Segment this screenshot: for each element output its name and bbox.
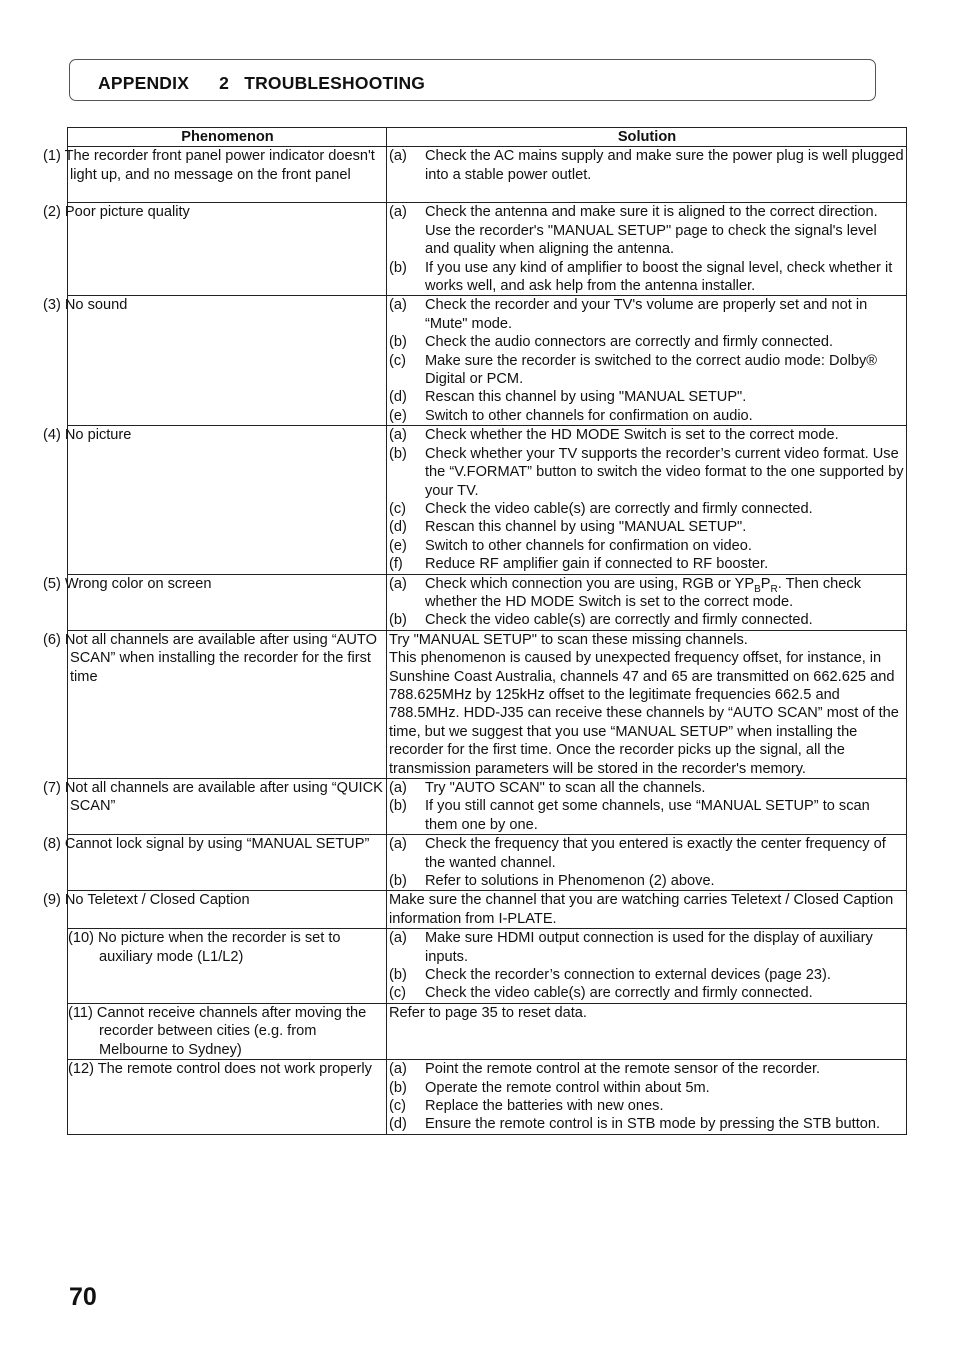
solution-item: (b) Operate the remote control within about 5m.	[389, 1079, 710, 1096]
table-row	[68, 426, 907, 574]
solution-paragraph: Refer to page 35 to reset data.	[389, 1004, 587, 1021]
solution-item: (a) Check the antenna and make sure it is aligned to the correct direction. Use the recorder's "MANUAL SETUP" page to check the signal's level and quality when aligning the antenna.	[389, 204, 878, 258]
phenomenon-cell: (5) Wrong color on screen	[68, 574, 387, 630]
table-row	[68, 574, 907, 630]
solution-item: (f) Reduce RF amplifier gain if connected to RF booster.	[389, 556, 769, 573]
solution-paragraph: This phenomenon is caused by unexpected frequency offset, for instance, in Sunshine Coast Australia, channels 47 and 65 are transmitted on 662.625 and 788.625MHz by 125kHz offset to the legitimate frequencies 662.5 and 788.5MHz. HDD-J35 can receive these channels by “AUTO SCAN” most of the time, but we suggest that you use “MANUAL SETUP” when installing the recorder for the first time. Once the recorder picks up the signal, all the transmission parameters will be stored in the recorder's memory.	[389, 650, 899, 777]
phenomenon-cell: (8) Cannot lock signal by using “MANUAL SETUP”	[68, 835, 387, 891]
solution-item: (d) Rescan this channel by using "MANUAL SETUP".	[389, 519, 747, 536]
solution-item: (a) Check the frequency that you entered is exactly the center frequency of the wanted channel.	[389, 836, 886, 871]
solution-paragraph: Make sure the channel that you are watching carries Teletext / Closed Caption information from I-PLATE.	[389, 892, 894, 927]
phenomenon-cell: (6) Not all channels are available after using “AUTO SCAN” when installing the recorder for the first time	[68, 630, 387, 778]
solution-item: (d) Rescan this channel by using "MANUAL SETUP".	[389, 389, 747, 406]
table-row	[68, 296, 907, 426]
solution-item: (b) Check whether your TV supports the recorder’s current video format. Use the “V.FORMAT” button to switch the video format to the one supported by your TV.	[389, 445, 904, 499]
section-title: 2 TROUBLESHOOTING	[219, 73, 426, 93]
phenomenon-cell: (10) No picture when the recorder is set to auxiliary mode (L1/L2)	[68, 929, 387, 1004]
solution-item: (e) Switch to other channels for confirmation on audio.	[389, 407, 753, 424]
solution-item: (c) Check the video cable(s) are correctly and firmly connected.	[389, 500, 813, 517]
solution-cell	[387, 426, 907, 574]
solution-item: (b) Check the audio connectors are correctly and firmly connected.	[389, 334, 834, 351]
table-row	[68, 203, 907, 296]
page-number: 70	[69, 1283, 97, 1311]
appendix-label: APPENDIX	[98, 73, 190, 93]
phenomenon-cell: (4) No picture	[68, 426, 387, 574]
table-row	[68, 1060, 907, 1135]
solution-item: (a) Check the AC mains supply and make sure the power plug is well plugged into a stable power outlet.	[389, 148, 904, 183]
solution-item: (d) Ensure the remote control is in STB mode by pressing the STB button.	[389, 1116, 881, 1133]
table-row	[68, 929, 907, 1004]
solution-cell	[387, 630, 907, 778]
table-row	[68, 1003, 907, 1059]
solution-item: (b) If you use any kind of amplifier to boost the signal level, check whether it works well, and ask help from the antenna installer.	[389, 259, 893, 295]
phenomenon-cell: (11) Cannot receive channels after moving the recorder between cities (e.g. from Melbourne to Sydney)	[68, 1003, 387, 1059]
phenomenon-cell: (9) No Teletext / Closed Caption	[68, 891, 387, 929]
solution-paragraph: Try "MANUAL SETUP" to scan these missing channels.	[389, 631, 748, 648]
solution-cell	[387, 779, 907, 835]
table-row	[68, 891, 907, 929]
solution-item: (e) Switch to other channels for confirmation on video.	[389, 537, 752, 554]
table-row	[68, 147, 907, 203]
solution-item: (a) Point the remote control at the remote sensor of the recorder.	[389, 1061, 821, 1078]
solution-item: (b) If you still cannot get some channels, use “MANUAL SETUP” to scan them one by one.	[389, 798, 870, 833]
solution-cell	[387, 574, 907, 630]
solution-item: (c) Replace the batteries with new ones.	[389, 1097, 664, 1114]
phenomenon-cell: (7) Not all channels are available after using “QUICK SCAN”	[68, 779, 387, 835]
solution-item: (b) Check the video cable(s) are correctly and firmly connected.	[389, 612, 813, 629]
table-row	[68, 835, 907, 891]
phenomenon-cell: (1) The recorder front panel power indicator doesn't light up, and no message on the front panel	[68, 147, 387, 203]
solution-cell	[387, 929, 907, 1004]
solution-cell	[387, 1060, 907, 1135]
phenomenon-cell: (2) Poor picture quality	[68, 203, 387, 296]
solution-item: (a) Try "AUTO SCAN" to scan all the channels.	[389, 780, 706, 796]
solution-cell	[387, 1003, 907, 1059]
solution-cell	[387, 147, 907, 203]
solution-cell	[387, 296, 907, 426]
solution-item: (c) Make sure the recorder is switched to the correct audio mode: Dolby® Digital or PCM.	[389, 352, 878, 388]
table-header-row	[68, 128, 907, 147]
troubleshooting-table	[43, 127, 907, 1135]
solution-item: (c) Check the video cable(s) are correctly and firmly connected.	[389, 985, 813, 1002]
solution-item: (a) Check the recorder and your TV's volume are properly set and not in “Mute" mode.	[389, 297, 868, 332]
phenomenon-cell: (12) The remote control does not work properly	[68, 1060, 387, 1135]
phenomenon-cell: (3) No sound	[68, 296, 387, 426]
table-row	[68, 630, 907, 778]
table-row	[68, 779, 907, 835]
header-phenomenon: Phenomenon	[68, 128, 387, 147]
solution-item: (b) Check the recorder’s connection to external devices (page 23).	[389, 967, 831, 984]
solution-cell	[387, 835, 907, 891]
solution-item: (a) Check which connection you are using, RGB or $YP_BP_R$. Then check whether the HD MODE Switch is set to the correct mode.	[389, 575, 862, 610]
solution-cell	[387, 203, 907, 296]
solution-cell	[387, 891, 907, 929]
solution-item: (a) Make sure HDMI output connection is used for the display of auxiliary inputs.	[389, 930, 873, 965]
solution-item: (a) Check whether the HD MODE Switch is set to the correct mode.	[389, 427, 839, 444]
solution-item: (b) Refer to solutions in Phenomenon (2) above.	[389, 873, 715, 890]
section-header	[98, 73, 425, 94]
header-solution: Solution	[387, 128, 907, 147]
